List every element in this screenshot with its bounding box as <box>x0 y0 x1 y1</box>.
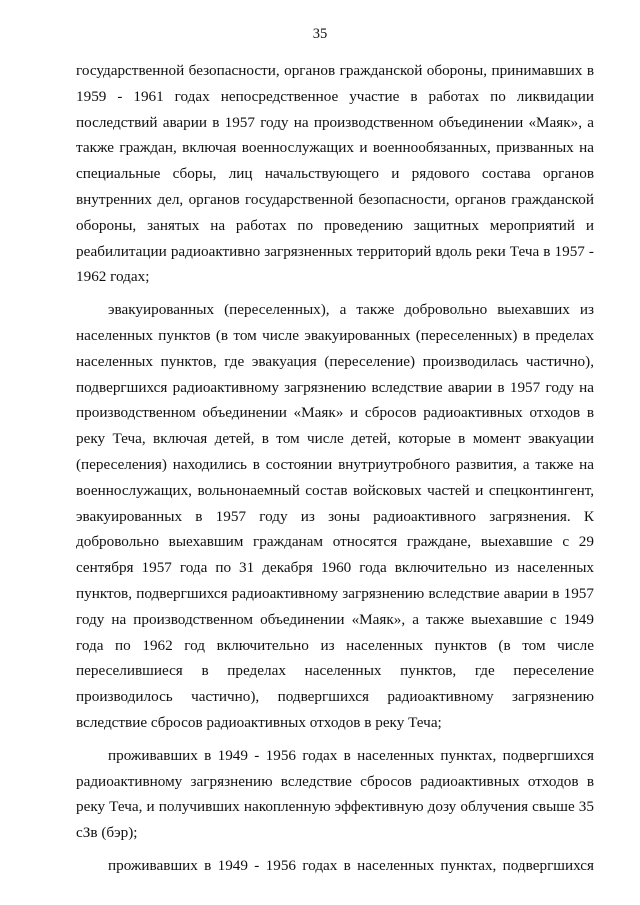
text-line: 1962 годах; <box>76 268 150 286</box>
paragraph-1 <box>76 58 594 290</box>
document-body <box>76 58 594 879</box>
text-line: последствий аварии в 1957 году на производственном объединении «Маяк», а <box>76 113 594 131</box>
text-line: обороны, занятых на работах по проведению защитных мероприятий и <box>76 216 594 234</box>
text-line: государственной безопасности, органов гражданской обороны, принимавших в <box>76 62 594 79</box>
text-line: переселившиеся в пределах населенных пунктов, где переселение <box>76 662 594 680</box>
text-line: реку Теча, и получивших накопленную эффективную дозу облучения свыше 35 <box>76 798 594 816</box>
text-line: 1959 - 1961 годах непосредственное участие в работах по ликвидации <box>76 87 594 105</box>
text-line: сЗв (бэр); <box>76 824 138 842</box>
text-line: производственном объединении «Маяк» и сбросов радиоактивных отходов в <box>76 404 594 422</box>
text-line: эвакуированных (переселенных), а также добровольно выехавших из <box>108 301 594 319</box>
text-line: сентября 1957 года по 31 декабря 1960 года включительно из населенных <box>76 559 594 577</box>
text-line: года по 1962 год включительно из населенных пунктов (в том числе <box>76 636 594 654</box>
text-line: году на производственном объединении «Маяк», а также выехавшие с 1949 <box>76 610 594 628</box>
text-line: подвергшихся радиоактивному загрязнению вследствие аварии в 1957 году на <box>76 378 594 396</box>
text-line: реабилитации радиоактивно загрязненных территорий вдоль реки Теча в 1957 - <box>76 242 594 260</box>
text-line: радиоактивному загрязнению вследствие сбросов радиоактивных отходов в <box>76 772 594 790</box>
text-line: (переселения) находились в состоянии внутриутробного развития, а также на <box>76 455 594 473</box>
text-line: специальные сборы, лиц начальствующего и рядового состава органов <box>76 165 594 183</box>
text-line: вследствие сбросов радиоактивных отходов в реку Теча; <box>76 713 442 731</box>
text-line: проживавших в 1949 - 1956 годах в населенных пунктах, подвергшихся <box>108 746 594 764</box>
text-line: населенных пунктов, где эвакуация (переселение) производилась частично), <box>76 352 594 370</box>
page-number: 35 <box>312 26 328 42</box>
paragraph-2 <box>76 297 594 736</box>
text-line: производилось частично), подвергшихся радиоактивному загрязнению <box>76 688 594 706</box>
text-line: военнослужащих, вольнонаемный состав войсковых частей и спецконтингент, <box>76 481 594 499</box>
text-line: реку Теча, включая детей, в том числе детей, которые в момент эвакуации <box>76 430 594 448</box>
text-line: добровольно выехавшим гражданам относятся граждане, выехавшие с 29 <box>76 533 594 551</box>
paragraph-3 <box>76 743 594 846</box>
text-line: внутренних дел, органов государственной безопасности, органов гражданской <box>76 190 594 208</box>
text-line: населенных пунктов (в том числе эвакуированных (переселенных) в пределах <box>76 326 594 344</box>
text-line: также граждан, включая военнослужащих и военнообязанных, призванных на <box>76 139 594 157</box>
text-line: пунктов, подвергшихся радиоактивному загрязнению вследствие аварии в 1957 <box>76 584 594 602</box>
text-line: проживавших в 1949 - 1956 годах в населенных пунктах, подвергшихся <box>108 856 594 874</box>
paragraph-4 <box>76 853 594 879</box>
text-line: эвакуированных в 1957 году из зоны радиоактивного загрязнения. К <box>76 507 594 525</box>
